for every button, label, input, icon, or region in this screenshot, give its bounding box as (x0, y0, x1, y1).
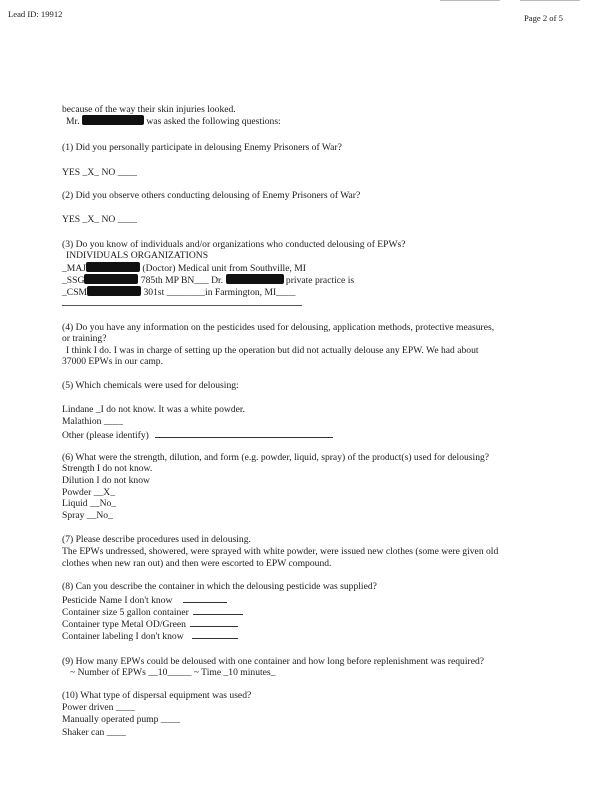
top-rule-right (520, 0, 580, 1)
q6-liquid: Liquid __No_ (62, 498, 117, 509)
q3-row-2-note: private practice is (285, 275, 355, 286)
q8-pesticide-name-text: Pesticide Name I don't know (62, 595, 173, 606)
question-8: (8) Can you describe the container in which the delousing pesticide was supplied? (62, 581, 377, 592)
question-10: (10) What type of dispersal equipment was used? (62, 690, 252, 701)
q8-container-labeling-text: Container labeling I don't know (62, 631, 184, 642)
q3-heading: INDIVIDUALS ORGANIZATIONS (66, 250, 209, 261)
answer-4-line-1: I think I do. I was in charge of setting up the operation but did not actually delouse any EPW. We had about (66, 345, 479, 356)
question-5: (5) Which chemicals were used for delousing: (62, 380, 239, 391)
question-2: (2) Did you observe others conducting delousing of Enemy Prisoners of War? (62, 190, 361, 201)
intro-mr-line (66, 115, 281, 128)
question-4-line-2: or training? (62, 333, 107, 344)
q3-row-1-org: (Doctor) Medical unit from Southville, MI (142, 263, 307, 274)
q8-container-type-text: Container type Metal OD/Green (62, 619, 186, 630)
q5-other-label: Other (please identify) (62, 430, 149, 441)
redaction-box (226, 274, 284, 284)
blank-line (155, 428, 333, 438)
blank-line (193, 605, 243, 615)
q10-power-driven: Power driven ____ (62, 702, 136, 713)
q6-dilution: Dilution I do not know (62, 475, 150, 486)
q3-row-3-rank: _CSM (62, 287, 88, 298)
redaction-box (82, 115, 144, 125)
answer-2: YES _X_ NO ____ (62, 214, 137, 225)
intro-line: because of the way their skin injuries looked. (62, 104, 236, 115)
mr-suffix: was asked the following questions: (146, 116, 281, 127)
q8-container-size-text: Container size 5 gallon container (62, 607, 189, 618)
answer-7-line-2: clothes when new ran out) and then were escorted to EPW compound. (62, 558, 332, 569)
q8-container-labeling (62, 629, 238, 643)
answer-7-line-1: The EPWs undressed, showered, were sprayed with white powder, were issued new clothes (some were given old (62, 546, 499, 557)
question-4-line-1: (4) Do you have any information on the pesticides used for delousing, application methods, protective measures, (62, 322, 495, 333)
q5-malathion: Malathion ____ (62, 416, 124, 427)
q10-shaker-can: Shaker can ____ (62, 727, 126, 738)
q3-row-2-rank: _SSG (62, 275, 85, 286)
q6-strength: Strength I do not know. (62, 463, 153, 474)
q10-manual-pump: Manually operated pump ____ (62, 714, 181, 725)
answer-4-line-2: 37000 EPWs in our camp. (62, 356, 163, 367)
answer-1: YES _X_ NO ____ (62, 167, 137, 178)
question-1: (1) Did you personally participate in delousing Enemy Prisoners of War? (62, 142, 342, 153)
blank-line (190, 617, 238, 627)
mr-prefix: Mr. (66, 116, 80, 127)
q3-row-2 (62, 274, 354, 287)
q5-other (62, 428, 333, 442)
redaction-box (86, 262, 140, 272)
q3-row-1-rank: _MAJ (62, 263, 86, 274)
redaction-box (84, 274, 138, 284)
blank-line (183, 593, 227, 603)
q3-divider (62, 305, 302, 306)
redaction-box (87, 286, 141, 296)
q5-lindane: Lindane _I do not know. It was a white powder. (62, 404, 245, 415)
q6-spray: Spray __No_ (62, 510, 113, 521)
q3-row-3 (62, 286, 295, 299)
page-number: Page 2 of 5 (524, 13, 563, 23)
question-9: (9) How many EPWs could be deloused with one container and how long before replenishment was required? (62, 656, 485, 667)
answer-9: ~ Number of EPWs __10_____ ~ Time _10 minutes_ (70, 667, 276, 678)
q3-row-3-org: 301st ________in Farmington, MI____ (143, 287, 296, 298)
lead-id: Lead ID: 19912 (8, 9, 63, 19)
q6-powder: Powder __X_ (62, 487, 116, 498)
question-3: (3) Do you know of individuals and/or organizations who conducted delousing of EPWs? (62, 239, 406, 250)
q3-row-1 (62, 262, 306, 275)
question-7: (7) Please describe procedures used in delousing. (62, 534, 251, 545)
question-6: (6) What were the strength, dilution, and form (e.g. powder, liquid, spray) of the product(s) used for delousing? (62, 452, 490, 463)
top-rule (440, 0, 500, 1)
blank-line (192, 629, 238, 639)
q3-row-2-org: 785th MP BN___ Dr. (140, 275, 224, 286)
